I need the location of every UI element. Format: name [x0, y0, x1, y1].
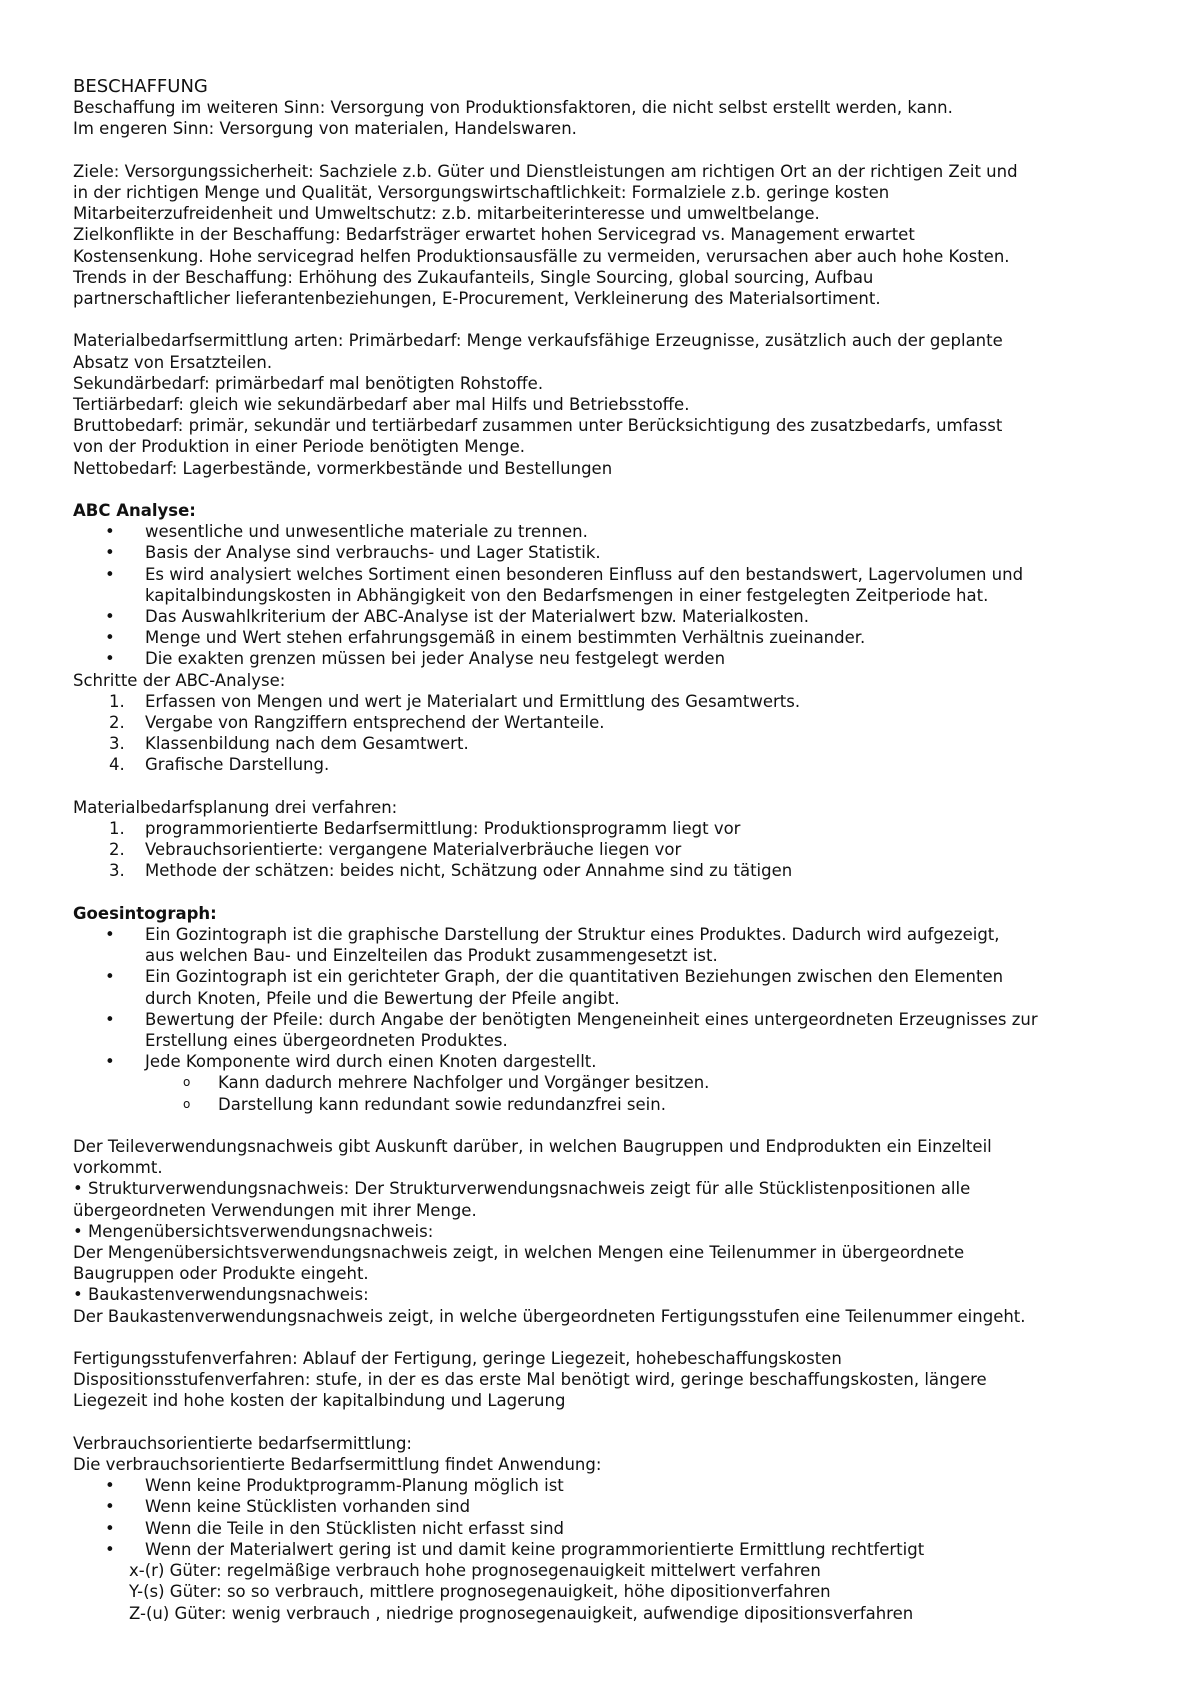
list-item-text: Ein Gozintograph ist die graphische Darstellung der Struktur eines Produktes. Dadurch wird aufgezeigt, [145, 925, 1000, 945]
bullet-marker: • [105, 564, 115, 584]
text-line: x-(r) Güter: regelmäßige verbrauch hohe prognosegenauigkeit mittelwert verfahren [129, 1561, 821, 1581]
bullet-marker: • [105, 543, 115, 563]
bullet-marker: • [105, 1539, 115, 1559]
text-line: • Strukturverwendungsnachweis: Der Strukturverwendungsnachweis zeigt für alle Stücklistenpositionen alle [73, 1179, 971, 1199]
list-item [73, 924, 1153, 945]
numbered-item [73, 839, 1153, 860]
list-item-text: Kann dadurch mehrere Nachfolger und Vorgänger besitzen. [218, 1073, 710, 1093]
list-item-text: kapitalbindungskosten in Abhängigkeit von den Bedarfsmengen in einer festgelegten Zeitperiode hat. [145, 585, 989, 605]
list-item-text: Grafische Darstellung. [145, 755, 330, 775]
list-item [73, 1518, 1153, 1539]
list-item [73, 966, 1153, 987]
list-item-text: Wenn die Teile in den Stücklisten nicht erfasst sind [145, 1518, 564, 1538]
text-line: Nettobedarf: Lagerbestände, vormerkbestände und Bestellungen [73, 458, 613, 478]
numbered-item [73, 860, 1153, 881]
blank-line [73, 882, 1153, 903]
list-item [73, 542, 1153, 563]
blank-line [73, 309, 1153, 330]
list-item-text: wesentliche und unwesentliche materiale zu trennen. [145, 522, 588, 542]
bullet-marker: • [105, 1052, 115, 1072]
blank-line [73, 479, 1153, 500]
bullet-marker: • [105, 649, 115, 669]
list-item [73, 648, 1153, 669]
list-item-continuation [73, 1030, 1153, 1051]
list-item-text: Darstellung kann redundant sowie redundanzfrei sein. [218, 1094, 666, 1114]
list-item [73, 1009, 1153, 1030]
numbered-item [73, 754, 1153, 775]
blank-line [73, 1412, 1153, 1433]
list-item-text: Es wird analysiert welches Sortiment einen besonderen Einfluss auf den bestandswert, Lagervolumen und [145, 564, 1024, 584]
number-marker: 1. [109, 691, 125, 711]
list-item-text: Das Auswahlkriterium der ABC-Analyse ist der Materialwert bzw. Materialkosten. [145, 607, 809, 627]
text-line: Mitarbeiterzufreidenheit und Umweltschutz: z.b. mitarbeiterinteresse und umweltbelange. [73, 204, 820, 224]
text-line: in der richtigen Menge und Qualität, Versorgungswirtschaftlichkeit: Formalziele z.b. geringe kosten [73, 183, 890, 202]
bullet-marker: • [105, 607, 115, 627]
text-line: Baugruppen oder Produkte eingeht. [73, 1264, 369, 1284]
text-line: Liegezeit ind hohe kosten der kapitalbindung und Lagerung [73, 1391, 566, 1411]
text-line: übergeordneten Verwendungen mit ihrer Menge. [73, 1200, 477, 1220]
list-item-text: Wenn keine Stücklisten vorhanden sind [145, 1497, 471, 1517]
text-line: Verbrauchsorientierte bedarfsermittlung: [73, 1433, 412, 1453]
list-item-text: durch Knoten, Pfeile und die Bewertung der Pfeile angibt. [145, 988, 620, 1008]
text-line: Z-(u) Güter: wenig verbrauch , niedrige prognosegenauigkeit, aufwendige dipositionsverfahren [129, 1603, 914, 1623]
list-item-text: Jede Komponente wird durch einen Knoten dargestellt. [145, 1052, 597, 1072]
text-line: Y-(s) Güter: so so verbrauch, mittlere prognosegenauigkeit, höhe dipositionverfahren [129, 1582, 831, 1602]
list-item [73, 627, 1153, 648]
list-item-continuation [73, 945, 1153, 966]
bullet-marker: • [105, 628, 115, 648]
blank-line [73, 1115, 1153, 1136]
list-item-text: Methode der schätzen: beides nicht, Schätzung oder Annahme sind zu tätigen [145, 861, 793, 881]
document-page [73, 76, 1153, 1624]
bullet-marker: • [105, 1497, 115, 1517]
document-title: BESCHAFFUNG [73, 76, 208, 97]
text-line: Schritte der ABC-Analyse: [73, 670, 286, 690]
text-line: Der Teileverwendungsnachweis gibt Auskunft darüber, in welchen Baugruppen und Endprodukten ein Einzelteil [73, 1137, 992, 1157]
text-line: Der Baukastenverwendungsnachweis zeigt, in welche übergeordneten Fertigungsstufen eine Teilenummer eingeht. [73, 1306, 1026, 1326]
list-item-text: Basis der Analyse sind verbrauchs- und Lager Statistik. [145, 543, 601, 563]
section-heading: ABC Analyse: [73, 501, 196, 521]
text-line: Trends in der Beschaffung: Erhöhung des Zukaufanteils, Single Sourcing, global sourcing, Aufbau [73, 267, 874, 287]
numbered-item [73, 818, 1153, 839]
blank-line [73, 776, 1153, 797]
list-item-continuation [73, 988, 1153, 1009]
text-line: • Baukastenverwendungsnachweis: [73, 1285, 369, 1305]
numbered-item [73, 712, 1153, 733]
text-line: • Mengenübersichtsverwendungsnachweis: [73, 1221, 434, 1241]
list-item-text: programmorientierte Bedarfsermittlung: Produktionsprogramm liegt vor [145, 819, 741, 839]
number-marker: 3. [109, 861, 125, 881]
sub-list-item [73, 1072, 1153, 1093]
text-line: Absatz von Ersatzteilen. [73, 352, 273, 372]
blank-line [73, 140, 1153, 161]
list-item-text: Die exakten grenzen müssen bei jeder Analyse neu festgelegt werden [145, 649, 726, 669]
bullet-marker: • [105, 1476, 115, 1496]
bullet-marker: • [105, 967, 115, 987]
text-line: Sekundärbedarf: primärbedarf mal benötigten Rohstoffe. [73, 373, 544, 393]
list-item-text: Wenn der Materialwert gering ist und damit keine programmorientierte Ermittlung rechtfertigt [145, 1539, 925, 1559]
bullet-marker: • [105, 1009, 115, 1029]
sub-bullet-marker: o [183, 1075, 191, 1090]
list-item-text: Klassenbildung nach dem Gesamtwert. [145, 734, 469, 754]
text-line: Bruttobedarf: primär, sekundär und tertiärbedarf zusammen unter Berücksichtigung des zusatzbedarfs, umfasst [73, 416, 1003, 436]
blank-line [73, 1327, 1153, 1348]
list-item [73, 1539, 1153, 1560]
number-marker: 1. [109, 819, 125, 839]
text-line: von der Produktion in einer Periode benötigten Menge. [73, 437, 525, 457]
list-item [73, 1496, 1153, 1517]
sub-bullet-marker: o [183, 1096, 191, 1111]
text-line: Materialbedarfsermittlung arten: Primärbedarf: Menge verkaufsfähige Erzeugnisse, zusätzlich auch der geplante [73, 331, 1003, 351]
list-item [73, 521, 1153, 542]
bullet-marker: • [105, 1518, 115, 1538]
text-line: Dispositionsstufenverfahren: stufe, in der es das erste Mal benötigt wird, geringe beschaffungskosten, längere [73, 1370, 987, 1390]
text-line: Beschaffung im weiteren Sinn: Versorgung von Produktionsfaktoren, die nicht selbst erstellt werden, kann. [73, 98, 953, 118]
list-item-text: Wenn keine Produktprogramm-Planung möglich ist [145, 1476, 564, 1496]
list-item-text: Bewertung der Pfeile: durch Angabe der benötigten Mengeneinheit eines untergeordneten Erzeugnisses zur [145, 1009, 1038, 1029]
text-line: Fertigungsstufenverfahren: Ablauf der Fertigung, geringe Liegezeit, hohebeschaffungskosten [73, 1349, 842, 1369]
text-line: Zielkonflikte in der Beschaffung: Bedarfsträger erwartet hohen Servicegrad vs. Management erwartet [73, 225, 915, 245]
bullet-marker: • [105, 522, 115, 542]
list-item-text: Vergabe von Rangziffern entsprechend der Wertanteile. [145, 713, 605, 733]
number-marker: 2. [109, 713, 125, 733]
text-line: Tertiärbedarf: gleich wie sekundärbedarf aber mal Hilfs und Betriebsstoffe. [73, 395, 690, 415]
list-item-continuation [73, 585, 1153, 606]
sub-list-item [73, 1094, 1153, 1115]
number-marker: 4. [109, 755, 125, 775]
list-item-text: Vebrauchsorientierte: vergangene Materialverbräuche liegen vor [145, 840, 682, 860]
text-line: Im engeren Sinn: Versorgung von materialen, Handelswaren. [73, 119, 577, 139]
list-item-text: Erfassen von Mengen und wert je Materialart und Ermittlung des Gesamtwerts. [145, 691, 801, 711]
text-line: partnerschaftlicher lieferantenbeziehungen, E-Procurement, Verkleinerung des Materialsortiment. [73, 289, 881, 309]
list-item-text: Ein Gozintograph ist ein gerichteter Graph, der die quantitativen Beziehungen zwischen den Elementen [145, 967, 1004, 987]
number-marker: 3. [109, 734, 125, 754]
numbered-item [73, 733, 1153, 754]
text-line: vorkommt. [73, 1158, 163, 1178]
list-item [73, 606, 1153, 627]
list-item [73, 1475, 1153, 1496]
text-line: Kostensenkung. Hohe servicegrad helfen Produktionsausfälle zu vermeiden, verursachen aber auch hohe Kosten. [73, 246, 1010, 266]
text-line: Der Mengenübersichtsverwendungsnachweis zeigt, in welchen Mengen eine Teilenummer in übergeordnete [73, 1243, 965, 1263]
section-heading: Goesintograph: [73, 903, 217, 923]
bullet-marker: • [105, 925, 115, 945]
number-marker: 2. [109, 840, 125, 860]
list-item-text: Menge und Wert stehen erfahrungsgemäß in einem bestimmten Verhältnis zueinander. [145, 628, 866, 648]
text-line: Materialbedarfsplanung drei verfahren: [73, 797, 398, 817]
list-item [73, 564, 1153, 585]
list-item-text: Erstellung eines übergeordneten Produktes. [145, 1031, 508, 1051]
list-item-text: aus welchen Bau- und Einzelteilen das Produkt zusammengesetzt ist. [145, 946, 718, 966]
list-item [73, 1051, 1153, 1072]
numbered-item [73, 691, 1153, 712]
text-line: Die verbrauchsorientierte Bedarfsermittlung findet Anwendung: [73, 1455, 602, 1475]
text-line: Ziele: Versorgungssicherheit: Sachziele z.b. Güter und Dienstleistungen am richtigen Ort an der richtigen Zeit und [73, 161, 1018, 181]
